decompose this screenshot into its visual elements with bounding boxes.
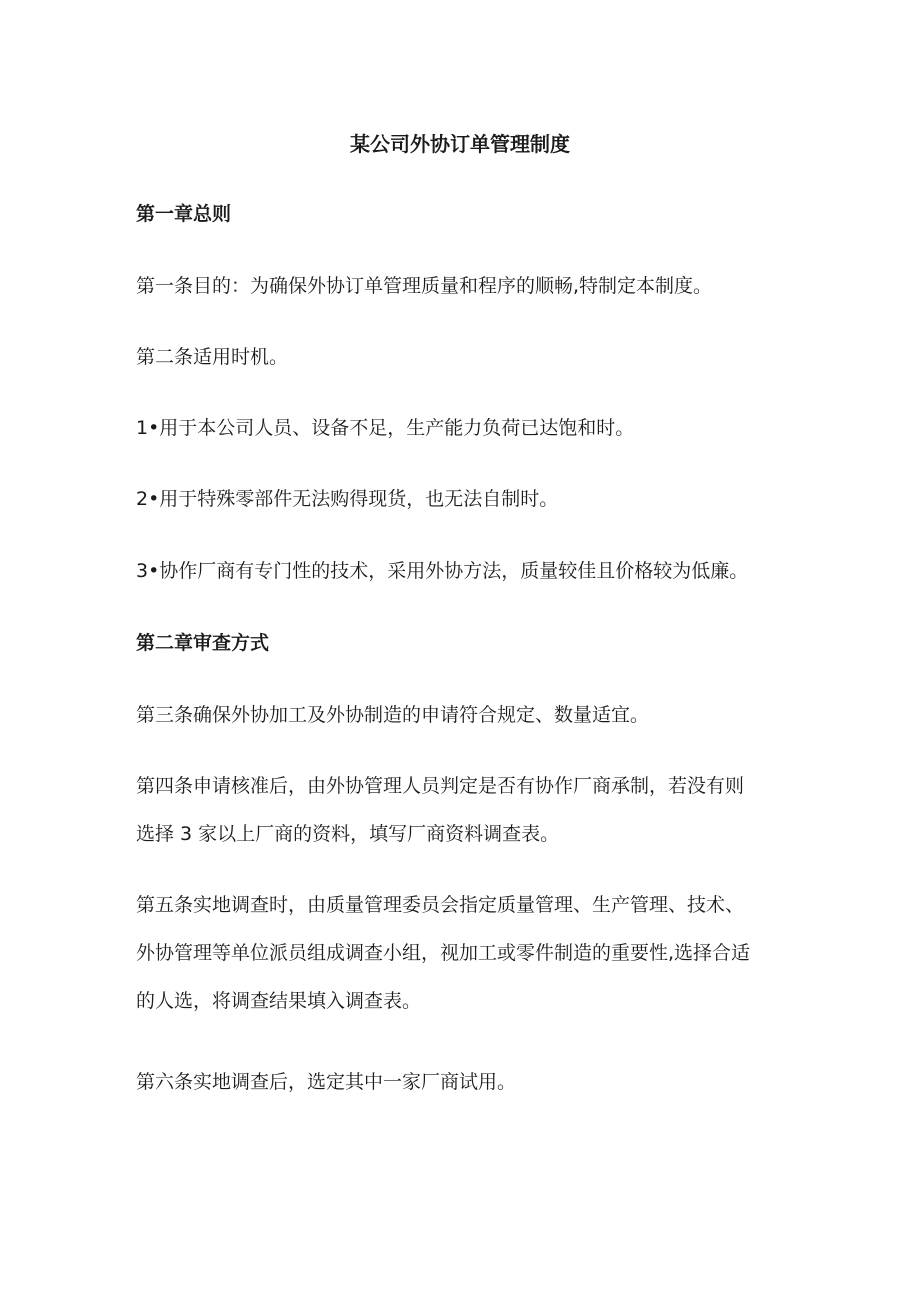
article-5-line-3: 的人选，将调查结果填入调查表。 bbox=[136, 990, 422, 1012]
article-2-item-1: 1•用于本公司人员、设备不足，生产能力负荷已达饱和时。 bbox=[136, 417, 635, 439]
chapter-2-heading: 第二章审查方式 bbox=[136, 632, 270, 654]
article-2-item-3: 3•协作厂商有专门性的技术，采用外协方法，质量较佳且价格较为低廉。 bbox=[136, 560, 749, 582]
article-2-item-2: 2•用于特殊零部件无法购得现货，也无法自制时。 bbox=[136, 488, 559, 510]
article-2: 第二条适用时机。 bbox=[136, 346, 289, 368]
chapter-1-heading: 第一章总则 bbox=[136, 203, 232, 225]
document-title: 某公司外协订单管理制度 bbox=[350, 132, 570, 156]
article-4-line-2: 选择 3 家以上厂商的资料，填写厂商资料调查表。 bbox=[136, 823, 560, 845]
article-4-line-1: 第四条申请核准后，由外协管理人员判定是否有协作厂商承制，若没有则 bbox=[136, 775, 745, 797]
article-3: 第三条确保外协加工及外协制造的申请符合规定、数量适宜。 bbox=[136, 704, 650, 726]
article-6: 第六条实地调查后，选定其中一家厂商试用。 bbox=[136, 1071, 517, 1093]
article-5-line-1: 第五条实地调查时，由质量管理委员会指定质量管理、生产管理、技术、 bbox=[136, 894, 745, 916]
article-5-line-2: 外协管理等单位派员组成调查小组，视加工或零件制造的重要性,选择合适 bbox=[136, 942, 751, 964]
article-1: 第一条目的：为确保外协订单管理质量和程序的顺畅,特制定本制度。 bbox=[136, 275, 713, 297]
